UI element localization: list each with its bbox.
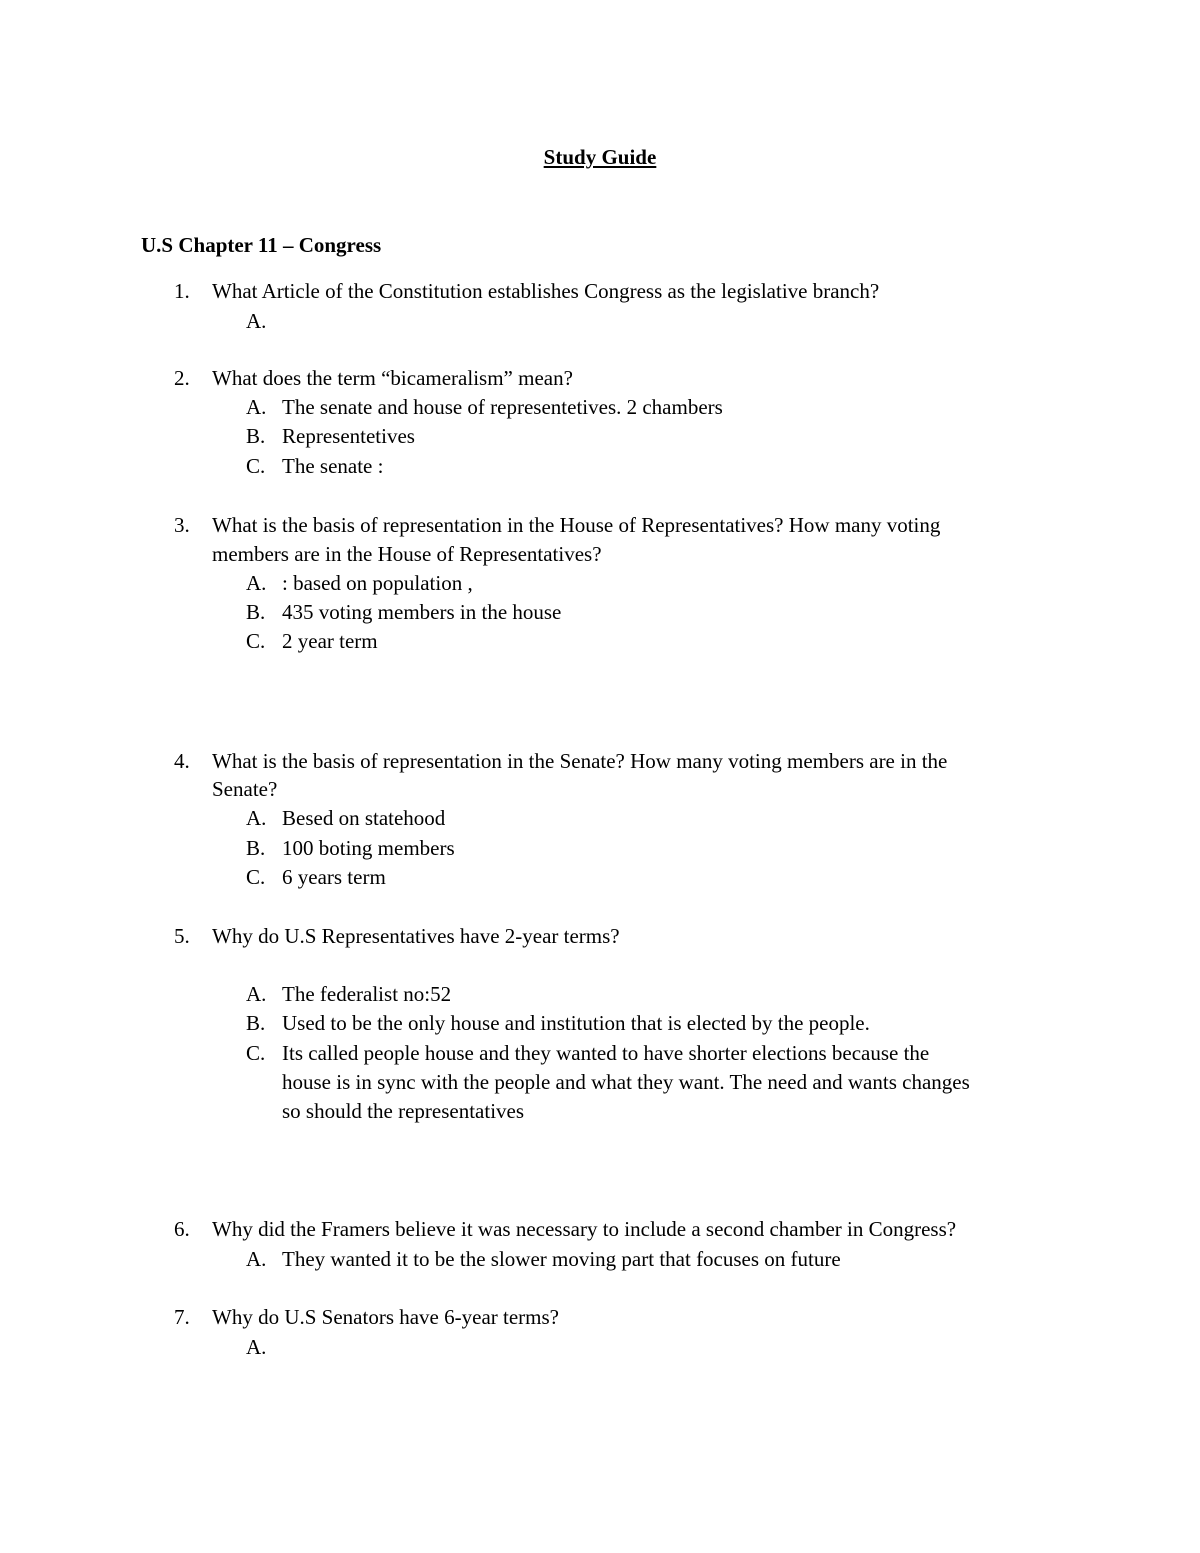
question-text: Why did the Framers believe it was necessary to include a second chamber in Congress? [212, 1217, 957, 1241]
question-number: 4. [174, 749, 190, 773]
answer-label: B. [246, 1011, 266, 1035]
question-text: What Article of the Constitution establishes Congress as the legislative branch? [212, 279, 880, 303]
answer-text: Used to be the only house and institution that is elected by the people. [282, 1011, 870, 1035]
question-text: What is the basis of representation in the Senate? How many voting members are in the [212, 749, 948, 773]
answer-label: C. [246, 454, 266, 478]
answer-text: Its called people house and they wanted to have shorter elections because the [282, 1041, 930, 1065]
question-text: What is the basis of representation in the House of Representatives? How many voting [212, 513, 941, 537]
question-text: Why do U.S Senators have 6-year terms? [212, 1305, 559, 1329]
question-number: 2. [174, 366, 190, 390]
answer-label: C. [246, 629, 266, 653]
answer-label: C. [246, 865, 266, 889]
question-text: Why do U.S Representatives have 2-year terms? [212, 924, 620, 948]
answer-label: A. [246, 806, 267, 830]
answer-text: They wanted it to be the slower moving part that focuses on future [282, 1247, 841, 1271]
answer-text: The senate : [282, 454, 384, 478]
answer-text: 2 year term [282, 629, 378, 653]
answer-text: Representetives [282, 424, 415, 448]
answer-text: house is in sync with the people and what they want. The need and wants changes [282, 1070, 970, 1094]
chapter-heading: U.S Chapter 11 – Congress [141, 233, 382, 257]
answer-text: 100 boting members [282, 836, 455, 860]
answer-label: B. [246, 424, 266, 448]
answer-label: A. [246, 571, 267, 595]
page-title: Study Guide [543, 145, 657, 169]
question-number: 6. [174, 1217, 190, 1241]
question-text: Senate? [212, 777, 278, 801]
answer-text: The senate and house of representetives. 2 chambers [282, 395, 723, 419]
answer-text: 435 voting members in the house [282, 600, 562, 624]
answer-text: Besed on statehood [282, 806, 446, 830]
answer-label: A. [246, 395, 267, 419]
question-text: What does the term “bicameralism” mean? [212, 366, 573, 390]
answer-text: : based on population , [282, 571, 473, 595]
answer-label: A. [246, 309, 267, 333]
answer-label: A. [246, 1335, 267, 1359]
question-text: members are in the House of Representatives? [212, 542, 602, 566]
answer-text: so should the representatives [282, 1099, 525, 1123]
answer-label: C. [246, 1041, 266, 1065]
answer-label: A. [246, 1247, 267, 1271]
question-number: 1. [174, 279, 190, 303]
question-number: 3. [174, 513, 190, 537]
answer-label: B. [246, 836, 266, 860]
answer-label: A. [246, 982, 267, 1006]
answer-text: The federalist no:52 [282, 982, 452, 1006]
answer-text: 6 years term [282, 865, 386, 889]
question-number: 7. [174, 1305, 190, 1329]
question-number: 5. [174, 924, 190, 948]
answer-label: B. [246, 600, 266, 624]
